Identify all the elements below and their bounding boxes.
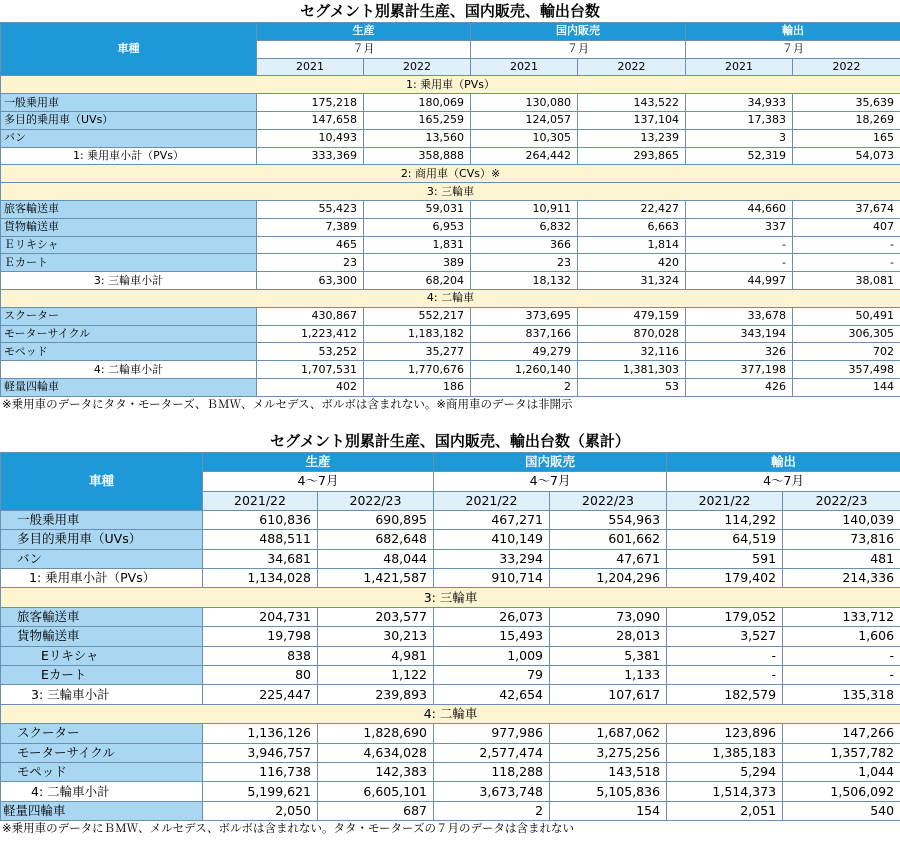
table-row: [1, 218, 900, 236]
table-row: [1, 549, 900, 568]
cell-value: 1,357,782: [783, 743, 900, 762]
category-header: 車種: [1, 452, 203, 510]
subtotal-value: 52,319: [686, 147, 793, 165]
subtotal-value: 31,324: [578, 272, 686, 290]
cell-value: 837,166: [471, 325, 578, 343]
cell-value: 204,731: [203, 607, 318, 626]
cell-value: 116,738: [203, 762, 318, 781]
cell-value: 690,895: [318, 510, 434, 529]
subtotal-value: 1,770,676: [364, 361, 471, 379]
subtotal-row: [1, 569, 900, 588]
table-row: [1, 307, 900, 325]
category-header: 車種: [1, 23, 257, 76]
section-title: 1: 乗用車（PVs）: [1, 76, 900, 94]
table-row: [1, 646, 900, 665]
cell-value: 37,674: [793, 200, 900, 218]
cell-value: 13,560: [364, 129, 471, 147]
year-header: 2021: [686, 58, 793, 76]
cell-value: 4,981: [318, 646, 434, 665]
cell-value: 124,057: [471, 111, 578, 129]
year-header: 2021/22: [203, 491, 318, 510]
group-header: 生産: [257, 23, 471, 41]
row-label: Eリキシャ: [1, 646, 203, 665]
cell-value: 3,527: [667, 627, 783, 646]
subtotal-value: 182,579: [667, 685, 783, 704]
section-row: [1, 588, 900, 607]
section-title: 4: 二輪車: [1, 704, 900, 723]
cell-value: 154: [550, 801, 667, 820]
extra-row: [1, 801, 900, 820]
subtotal-value: 1,260,140: [471, 361, 578, 379]
subtotal-value: 42,654: [434, 685, 550, 704]
row-label: 一般乗用車: [1, 94, 257, 112]
row-label: バン: [1, 549, 203, 568]
subtotal-value: 1,134,028: [203, 569, 318, 588]
row-label: 一般乗用車: [1, 510, 203, 529]
subtotal-value: 225,447: [203, 685, 318, 704]
cell-value: 35,277: [364, 343, 471, 361]
cell-value: 343,194: [686, 325, 793, 343]
row-label: バン: [1, 129, 257, 147]
subtotal-label: 4: 二輪車小計: [1, 361, 257, 379]
section-title: 3: 三輪車: [1, 183, 900, 201]
table-row: [1, 94, 900, 112]
year-header: 2022/23: [783, 491, 900, 510]
period-header: 4〜7月: [203, 472, 434, 491]
cell-value: 147,658: [257, 111, 364, 129]
cell-value: 33,678: [686, 307, 793, 325]
cell-value: 18,269: [793, 111, 900, 129]
table1-title: セグメント別累計生産、国内販売、輸出台数: [300, 2, 600, 20]
table2: [0, 452, 900, 821]
cell-value: 3: [686, 129, 793, 147]
header-row-groups: [1, 452, 900, 471]
cell-value: 33,294: [434, 549, 550, 568]
section-row: [1, 183, 900, 201]
cell-value: 180,069: [364, 94, 471, 112]
period-header: ７月: [686, 40, 900, 58]
cell-value: 34,933: [686, 94, 793, 112]
cell-value: -: [783, 646, 900, 665]
subtotal-value: 239,893: [318, 685, 434, 704]
cell-value: 35,639: [793, 94, 900, 112]
subtotal-label: 1: 乗用車小計（PVs）: [1, 569, 203, 588]
cell-value: 165: [793, 129, 900, 147]
cell-value: -: [686, 236, 793, 254]
cell-value: 306,305: [793, 325, 900, 343]
section-row: [1, 165, 900, 183]
cell-value: 552,217: [364, 307, 471, 325]
group-header: 国内販売: [471, 23, 686, 41]
year-header: 2022: [364, 58, 471, 76]
cell-value: 64,519: [667, 530, 783, 549]
row-label: 貨物輸送車: [1, 627, 203, 646]
subtotal-value: 107,617: [550, 685, 667, 704]
table-row: [1, 325, 900, 343]
subtotal-label: 4: 二輪車小計: [1, 782, 203, 801]
section-row: [1, 704, 900, 723]
table-row: [1, 666, 900, 685]
cell-value: 702: [793, 343, 900, 361]
subtotal-value: 214,336: [783, 569, 900, 588]
year-header: 2022/23: [318, 491, 434, 510]
cell-value: 554,963: [550, 510, 667, 529]
cell-value: 1,133: [550, 666, 667, 685]
cell-value: 49,279: [471, 343, 578, 361]
cell-value: -: [793, 254, 900, 272]
row-label: 旅客輸送車: [1, 607, 203, 626]
row-label: Ｅリキシャ: [1, 236, 257, 254]
header-row-groups: [1, 23, 900, 41]
cell-value: 3,275,256: [550, 743, 667, 762]
table1: [0, 22, 900, 397]
cell-value: 55,423: [257, 200, 364, 218]
year-header: 2021/22: [434, 491, 550, 510]
row-label: スクーター: [1, 724, 203, 743]
period-header: 4〜7月: [667, 472, 900, 491]
cell-value: 144: [793, 378, 900, 396]
subtotal-value: 358,888: [364, 147, 471, 165]
table-row: [1, 530, 900, 549]
subtotal-row: [1, 685, 900, 704]
table2-note: ※乗用車のデータにＢＭＷ、メルセデス、ボルボは含まれない。タタ・モーターズの７月のデータは含まれない: [2, 821, 574, 836]
cell-value: 410,149: [434, 530, 550, 549]
cell-value: 977,986: [434, 724, 550, 743]
cell-value: 147,266: [783, 724, 900, 743]
subtotal-value: 5,199,621: [203, 782, 318, 801]
year-header: 2021: [257, 58, 364, 76]
cell-value: -: [783, 666, 900, 685]
cell-value: 5,294: [667, 762, 783, 781]
cell-value: 838: [203, 646, 318, 665]
table1-note: ※乗用車のデータにタタ・モーターズ、ＢＭＷ、メルセデス、ボルボは含まれない。※商用車のデータは非開示: [2, 396, 573, 411]
cell-value: 1,606: [783, 627, 900, 646]
period-header: 4〜7月: [434, 472, 667, 491]
cell-value: 15,493: [434, 627, 550, 646]
cell-value: 73,816: [783, 530, 900, 549]
cell-value: 30,213: [318, 627, 434, 646]
subtotal-value: 333,369: [257, 147, 364, 165]
row-label: Eカート: [1, 666, 203, 685]
cell-value: 48,044: [318, 549, 434, 568]
year-header: 2021: [471, 58, 578, 76]
table-row: [1, 724, 900, 743]
row-label: スクーター: [1, 307, 257, 325]
extra-row: [1, 378, 900, 396]
cell-value: 50,491: [793, 307, 900, 325]
cell-value: 1,828,690: [318, 724, 434, 743]
cell-value: 467,271: [434, 510, 550, 529]
cell-value: 1,136,126: [203, 724, 318, 743]
cell-value: 426: [686, 378, 793, 396]
cell-value: 130,080: [471, 94, 578, 112]
table-row: [1, 236, 900, 254]
cell-value: 1,831: [364, 236, 471, 254]
cell-value: 179,052: [667, 607, 783, 626]
cell-value: 591: [667, 549, 783, 568]
cell-value: 203,577: [318, 607, 434, 626]
cell-value: 44,660: [686, 200, 793, 218]
cell-value: 10,911: [471, 200, 578, 218]
subtotal-value: 63,300: [257, 272, 364, 290]
cell-value: 687: [318, 801, 434, 820]
cell-value: 5,381: [550, 646, 667, 665]
cell-value: 2,051: [667, 801, 783, 820]
row-label: 旅客輸送車: [1, 200, 257, 218]
cell-value: 32,116: [578, 343, 686, 361]
section-title: 3: 三輪車: [1, 588, 900, 607]
section-title: 2: 商用車（CVs）※: [1, 165, 900, 183]
cell-value: 870,028: [578, 325, 686, 343]
cell-value: -: [667, 646, 783, 665]
cell-value: 23: [471, 254, 578, 272]
cell-value: 34,681: [203, 549, 318, 568]
cell-value: 337: [686, 218, 793, 236]
row-label: モーターサイクル: [1, 325, 257, 343]
subtotal-value: 293,865: [578, 147, 686, 165]
cell-value: 26,073: [434, 607, 550, 626]
cell-value: 479,159: [578, 307, 686, 325]
cell-value: -: [686, 254, 793, 272]
cell-value: 19,798: [203, 627, 318, 646]
cell-value: 143,518: [550, 762, 667, 781]
cell-value: 540: [783, 801, 900, 820]
subtotal-row: [1, 272, 900, 290]
cell-value: 53,252: [257, 343, 364, 361]
cell-value: 1,814: [578, 236, 686, 254]
row-label: Ｅカート: [1, 254, 257, 272]
table-row: [1, 343, 900, 361]
table-row: [1, 607, 900, 626]
cell-value: 10,493: [257, 129, 364, 147]
subtotal-value: 5,105,836: [550, 782, 667, 801]
cell-value: 118,288: [434, 762, 550, 781]
cell-value: 682,648: [318, 530, 434, 549]
cell-value: 407: [793, 218, 900, 236]
row-label: 軽量四輪車: [1, 378, 257, 396]
subtotal-row: [1, 361, 900, 379]
cell-value: -: [667, 666, 783, 685]
cell-value: 28,013: [550, 627, 667, 646]
cell-value: 6,663: [578, 218, 686, 236]
table-row: [1, 762, 900, 781]
subtotal-label: 3: 三輪車小計: [1, 685, 203, 704]
subtotal-label: 1: 乗用車小計（PVs）: [1, 147, 257, 165]
cell-value: 1,223,412: [257, 325, 364, 343]
cell-value: 6,832: [471, 218, 578, 236]
table-row: [1, 510, 900, 529]
cell-value: 80: [203, 666, 318, 685]
table-row: [1, 129, 900, 147]
table-row: [1, 743, 900, 762]
year-header: 2022/23: [550, 491, 667, 510]
cell-value: 22,427: [578, 200, 686, 218]
cell-value: 175,218: [257, 94, 364, 112]
row-label: 貨物輸送車: [1, 218, 257, 236]
section-row: [1, 76, 900, 94]
year-header: 2022: [578, 58, 686, 76]
cell-value: 79: [434, 666, 550, 685]
cell-value: 1,183,182: [364, 325, 471, 343]
cell-value: 430,867: [257, 307, 364, 325]
cell-value: 481: [783, 549, 900, 568]
table-row: [1, 627, 900, 646]
subtotal-value: 179,402: [667, 569, 783, 588]
row-label: 軽量四輪車: [1, 801, 203, 820]
cell-value: 53: [578, 378, 686, 396]
cell-value: 137,104: [578, 111, 686, 129]
cell-value: 140,039: [783, 510, 900, 529]
row-label: モペッド: [1, 762, 203, 781]
cell-value: 186: [364, 378, 471, 396]
cell-value: 114,292: [667, 510, 783, 529]
cell-value: 6,953: [364, 218, 471, 236]
group-header: 国内販売: [434, 452, 667, 471]
subtotal-value: 1,381,303: [578, 361, 686, 379]
table2-title: セグメント別累計生産、国内販売、輸出台数（累計）: [270, 431, 630, 450]
cell-value: 2,577,474: [434, 743, 550, 762]
subtotal-value: 1,204,296: [550, 569, 667, 588]
cell-value: 373,695: [471, 307, 578, 325]
subtotal-value: 3,673,748: [434, 782, 550, 801]
cell-value: 133,712: [783, 607, 900, 626]
table-row: [1, 254, 900, 272]
subtotal-value: 68,204: [364, 272, 471, 290]
cell-value: 13,239: [578, 129, 686, 147]
cell-value: 2: [434, 801, 550, 820]
cell-value: 488,511: [203, 530, 318, 549]
row-label: モペッド: [1, 343, 257, 361]
subtotal-value: 18,132: [471, 272, 578, 290]
cell-value: 3,946,757: [203, 743, 318, 762]
cell-value: -: [793, 236, 900, 254]
row-label: 多目的乗用車（UVs）: [1, 111, 257, 129]
subtotal-value: 377,198: [686, 361, 793, 379]
subtotal-value: 357,498: [793, 361, 900, 379]
subtotal-value: 1,707,531: [257, 361, 364, 379]
subtotal-value: 1,421,587: [318, 569, 434, 588]
cell-value: 1,385,183: [667, 743, 783, 762]
cell-value: 59,031: [364, 200, 471, 218]
cell-value: 610,836: [203, 510, 318, 529]
cell-value: 73,090: [550, 607, 667, 626]
subtotal-value: 135,318: [783, 685, 900, 704]
period-header: ７月: [257, 40, 471, 58]
section-row: [1, 289, 900, 307]
row-label: 多目的乗用車（UVs）: [1, 530, 203, 549]
cell-value: 143,522: [578, 94, 686, 112]
table-row: [1, 111, 900, 129]
subtotal-value: 38,081: [793, 272, 900, 290]
cell-value: 326: [686, 343, 793, 361]
subtotal-value: 54,073: [793, 147, 900, 165]
subtotal-value: 264,442: [471, 147, 578, 165]
period-header: ７月: [471, 40, 686, 58]
section-title: 4: 二輪車: [1, 289, 900, 307]
cell-value: 17,383: [686, 111, 793, 129]
cell-value: 420: [578, 254, 686, 272]
cell-value: 2: [471, 378, 578, 396]
cell-value: 123,896: [667, 724, 783, 743]
subtotal-label: 3: 三輪車小計: [1, 272, 257, 290]
cell-value: 1,687,062: [550, 724, 667, 743]
subtotal-value: 1,506,092: [783, 782, 900, 801]
cell-value: 4,634,028: [318, 743, 434, 762]
year-header: 2021/22: [667, 491, 783, 510]
cell-value: 2,050: [203, 801, 318, 820]
subtotal-value: 1,514,373: [667, 782, 783, 801]
cell-value: 1,122: [318, 666, 434, 685]
subtotal-value: 910,714: [434, 569, 550, 588]
cell-value: 23: [257, 254, 364, 272]
row-label: モーターサイクル: [1, 743, 203, 762]
group-header: 輸出: [667, 452, 900, 471]
year-header: 2022: [793, 58, 900, 76]
cell-value: 10,305: [471, 129, 578, 147]
cell-value: 389: [364, 254, 471, 272]
cell-value: 165,259: [364, 111, 471, 129]
cell-value: 142,383: [318, 762, 434, 781]
cell-value: 47,671: [550, 549, 667, 568]
table-row: [1, 200, 900, 218]
group-header: 輸出: [686, 23, 900, 41]
cell-value: 601,662: [550, 530, 667, 549]
cell-value: 366: [471, 236, 578, 254]
cell-value: 7,389: [257, 218, 364, 236]
subtotal-value: 44,997: [686, 272, 793, 290]
cell-value: 465: [257, 236, 364, 254]
subtotal-row: [1, 147, 900, 165]
cell-value: 1,009: [434, 646, 550, 665]
subtotal-row: [1, 782, 900, 801]
subtotal-value: 6,605,101: [318, 782, 434, 801]
group-header: 生産: [203, 452, 434, 471]
cell-value: 1,044: [783, 762, 900, 781]
cell-value: 402: [257, 378, 364, 396]
